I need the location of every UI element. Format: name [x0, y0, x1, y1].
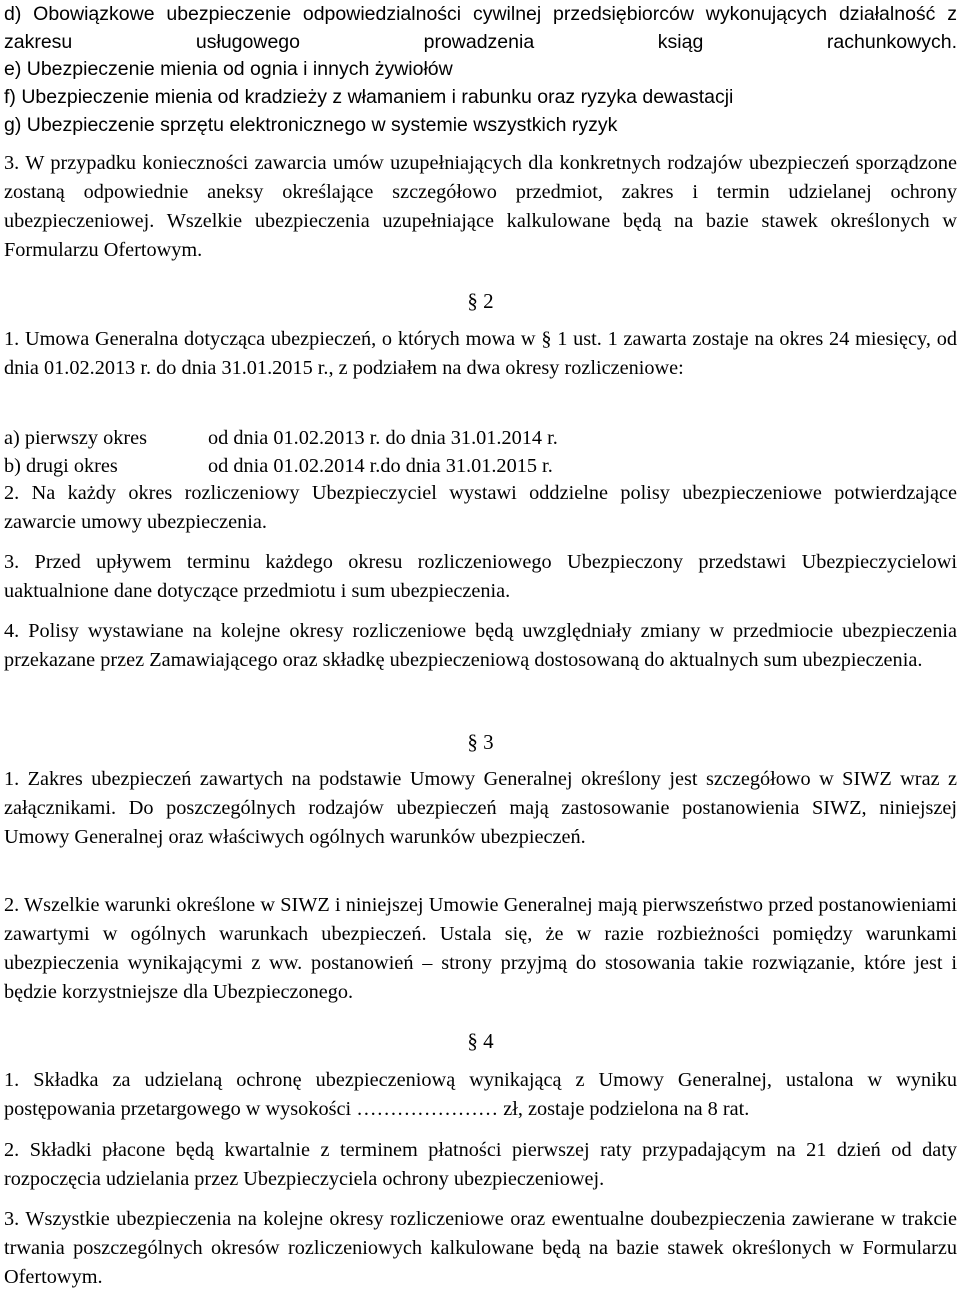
list-item-e: e) Ubezpieczenie mienia od ognia i innych żywiołów	[4, 58, 453, 80]
section-2-point-2: 2. Na każdy okres rozliczeniowy Ubezpieczyciel wystawi oddzielne polisy ubezpieczeniowe potwierdzające zawarcie umowy ubezpieczenia.	[4, 482, 957, 533]
section-2-heading: § 2	[467, 289, 494, 313]
section-2-point-3: 3. Przed upływem terminu każdego okresu rozliczeniowego Ubezpieczony przedstawi Ubezpieczycielowi uaktualnione dane dotyczące przedmiotu i sum ubezpieczenia.	[4, 551, 957, 602]
settlement-periods	[4, 424, 957, 480]
section-3-point-1: 1. Zakres ubezpieczeń zawartych na podstawie Umowy Generalnej określony jest szczegółowo w SIWZ wraz z załącznikami. Do poszczególnych rodzajów ubezpieczeń mają zastosowanie postanowienia SIWZ, niniejszej Umowy Generalnej oraz właściwych ogólnych warunków ubezpieczeń.	[4, 768, 957, 848]
paragraph-3: 3. W przypadku konieczności zawarcia umów uzupełniających dla konkretnych rodzajów ubezpieczeń sporządzone zostaną odpowiednie aneksy określające szczegółowo przedmiot, zakres i termin udzielanej ochrony ubezpieczeniowej. Wszelkie ubezpieczenia uzupełniające kalkulowane będą na bazie stawek określonych w Formularzu Ofertowym.	[4, 152, 957, 261]
period-row-a	[4, 424, 957, 452]
section-4-point-2: 2. Składki płacone będą kwartalnie z terminem płatności pierwszej raty przypadającym na 21 dzień od daty rozpoczęcia udzielania przez Ubezpieczyciela ochrony ubezpieczeniowej.	[4, 1139, 957, 1190]
section-3-point-2: 2. Wszelkie warunki określone w SIWZ i niniejszej Umowie Generalnej mają pierwszeństwo przed postanowieniami zawartymi w ogólnych warunkach ubezpieczeń. Ustala się, że w razie rozbieżności pomiędzy warunkami ubezpieczenia wynikającymi z ww. postanowień – strony przyjmą do stosowania takie rozwiązanie, które jest i będzie korzystniejsze dla Ubezpieczonego.	[4, 894, 957, 1003]
section-4-point-3: 3. Wszystkie ubezpieczenia na kolejne okresy rozliczeniowe oraz ewentualne doubezpieczenia zawierane w trakcie trwania poszczególnych okresów rozliczeniowych kalkulowane będą na bazie stawek określonych w Formularzu Ofertowym.	[4, 1208, 957, 1288]
period-label: b) drugi okres	[4, 455, 118, 477]
section-2-point-1: 1. Umowa Generalna dotycząca ubezpieczeń, o których mowa w § 1 ust. 1 zawarta zostaje na okres 24 miesięcy, od dnia 01.02.2013 r. do dnia 31.01.2015 r., z podziałem na dwa okresy rozliczeniowe:	[4, 328, 957, 379]
period-dates: od dnia 01.02.2013 r. do dnia 31.01.2014 r.	[208, 427, 558, 449]
list-item-d: d) Obowiązkowe ubezpieczenie odpowiedzialności cywilnej przedsiębiorców wykonujących działalność z zakresu usługowego prowadzenia ksiąg rachunkowych.	[4, 3, 957, 53]
list-item-g: g) Ubezpieczenie sprzętu elektronicznego w systemie wszystkich ryzyk	[4, 114, 618, 136]
section-4-heading: § 4	[467, 1029, 494, 1053]
period-label: a) pierwszy okres	[4, 427, 148, 449]
list-item-f: f) Ubezpieczenie mienia od kradzieży z włamaniem i rabunku oraz ryzyka dewastacji	[4, 86, 734, 108]
period-row-b	[4, 452, 957, 480]
section-3-heading: § 3	[467, 730, 494, 754]
section-4-point-1: 1. Składka za udzielaną ochronę ubezpieczeniową wynikającą z Umowy Generalnej, ustalona w wyniku postępowania przetargowego w wysokości ………………… zł, zostaje podzielona na 8 rat.	[4, 1069, 957, 1120]
section-2-point-4: 4. Polisy wystawiane na kolejne okresy rozliczeniowe będą uwzględniały zmiany w przedmiocie ubezpieczenia przekazane przez Zamawiającego oraz składkę ubezpieczeniową dostosowaną do aktualnych sum ubezpieczenia.	[4, 620, 957, 671]
period-dates: od dnia 01.02.2014 r.do dnia 31.01.2015 r.	[208, 455, 553, 477]
